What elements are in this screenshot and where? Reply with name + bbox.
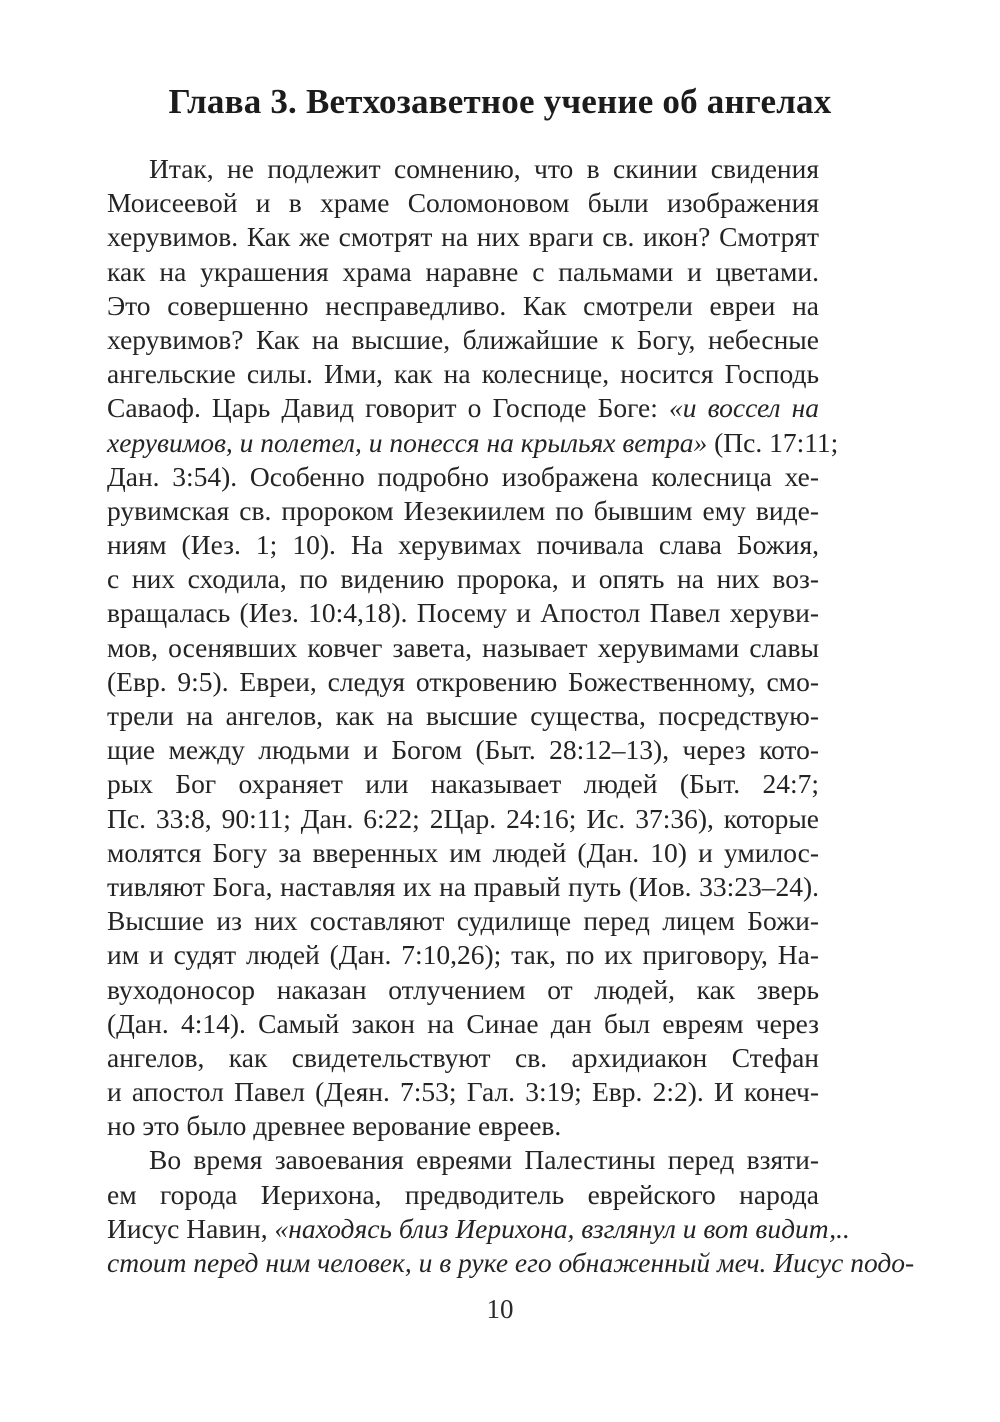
- scripture-quote: херувимов, и полетел, и понесся на крыльях ветра»: [107, 426, 708, 458]
- text-line: трели на ангелов, как на высшие существа, посредствую-: [107, 700, 819, 731]
- scripture-quote: «находясь близ Иерихона, взглянул и вот видит,..: [274, 1212, 850, 1244]
- text-line: щие между людьми и Богом (Быт. 28:12–13), через кото-: [107, 734, 819, 766]
- text-line: мов, осенявших ковчег завета, называет херувимами славы: [107, 631, 819, 663]
- text-line: с них сходила, по видению пророка, и опять на них воз-: [107, 563, 819, 595]
- text-line: вращалась (Иез. 10:4,18). Посему и Апостол Павел херуви-: [107, 597, 819, 629]
- body-text: [107, 152, 915, 1280]
- text-line: молятся Богу за вверенных им людей (Дан. 10) и умилос-: [107, 836, 819, 868]
- text-line: Саваоф. Царь Давид говорит о Господе Боге: «и воссел на: [107, 392, 819, 424]
- text-line: рых Бог охраняет или наказывает людей (Быт. 24:7;: [107, 768, 819, 800]
- text-line: Итак, не подлежит сомнению, что в скинии свидения: [149, 153, 819, 184]
- text-line: Во время завоевания евреями Палестины перед взяти-: [149, 1144, 819, 1176]
- text-line: Моисеевой и в храме Соломоновом были изображения: [107, 187, 819, 219]
- paragraph: [107, 1143, 915, 1280]
- scripture-quote: «и воссел на: [669, 392, 819, 424]
- text-line: Это совершенно несправедливо. Как смотрели евреи на: [107, 289, 819, 321]
- text-line: Высшие из них составляют судилище перед лицем Божи-: [107, 905, 819, 937]
- text-line: ниям (Иез. 1; 10). На херувимах почивала слава Божия,: [107, 529, 819, 561]
- text-line: (Дан. 4:14). Самый закон на Синае дан был евреям через: [107, 1007, 819, 1039]
- text-line: Дан. 3:54). Особенно подробно изображена колесница хе-: [107, 460, 819, 492]
- text-line: ангелов, как свидетельствуют св. архидиакон Стефан: [107, 1041, 819, 1073]
- text-line: рувимская св. пророком Иезекиилем по бывшим ему виде-: [107, 494, 819, 526]
- text-line: но это было древнее верование евреев.: [107, 1110, 562, 1142]
- text-line: и апостол Павел (Деян. 7:53; Гал. 3:19; Евр. 2:2). И конеч-: [107, 1076, 819, 1108]
- text-line: херувимов. Как же смотрят на них враги св. икон? Смотрят: [107, 221, 819, 253]
- text-line: ем города Иерихона, предводитель еврейского народа: [107, 1178, 819, 1210]
- text-line: херувимов, и полетел, и понесся на крыльях ветра» (Пс. 17:11;: [107, 426, 839, 458]
- text-line: Иисус Навин, «находясь близ Иерихона, взглянул и вот видит,..: [107, 1212, 850, 1244]
- text-line: ангельские силы. Ими, как на колеснице, носится Господь: [107, 358, 819, 390]
- scripture-quote: стоит перед ним человек, и в руке его обнаженный меч. Иисус подо-: [107, 1247, 915, 1278]
- text-line: [107, 1246, 915, 1280]
- text-line: им и судят людей (Дан. 7:10,26); так, по их приговору, На-: [107, 939, 819, 971]
- text-line: Пс. 33:8, 90:11; Дан. 6:22; 2Цар. 24:16; Ис. 37:36), которые: [107, 802, 819, 834]
- text-line: херувимов? Как на высшие, ближайшие к Богу, небесные: [107, 323, 819, 355]
- text-line: (Евр. 9:5). Евреи, следуя откровению Божественному, смо-: [107, 665, 819, 697]
- paragraph: [107, 152, 839, 1143]
- chapter-title: Глава 3. Ветхозаветное учение об ангелах: [168, 82, 832, 121]
- text-line: как на украшения храма наравне с пальмами и цветами.: [107, 255, 819, 287]
- page-number: 10: [486, 1294, 514, 1324]
- text-line: вуходоносор наказан отлучением от людей, как зверь: [107, 973, 819, 1005]
- text-line: тивляют Бога, наставляя их на правый путь (Иов. 33:23–24).: [107, 870, 819, 902]
